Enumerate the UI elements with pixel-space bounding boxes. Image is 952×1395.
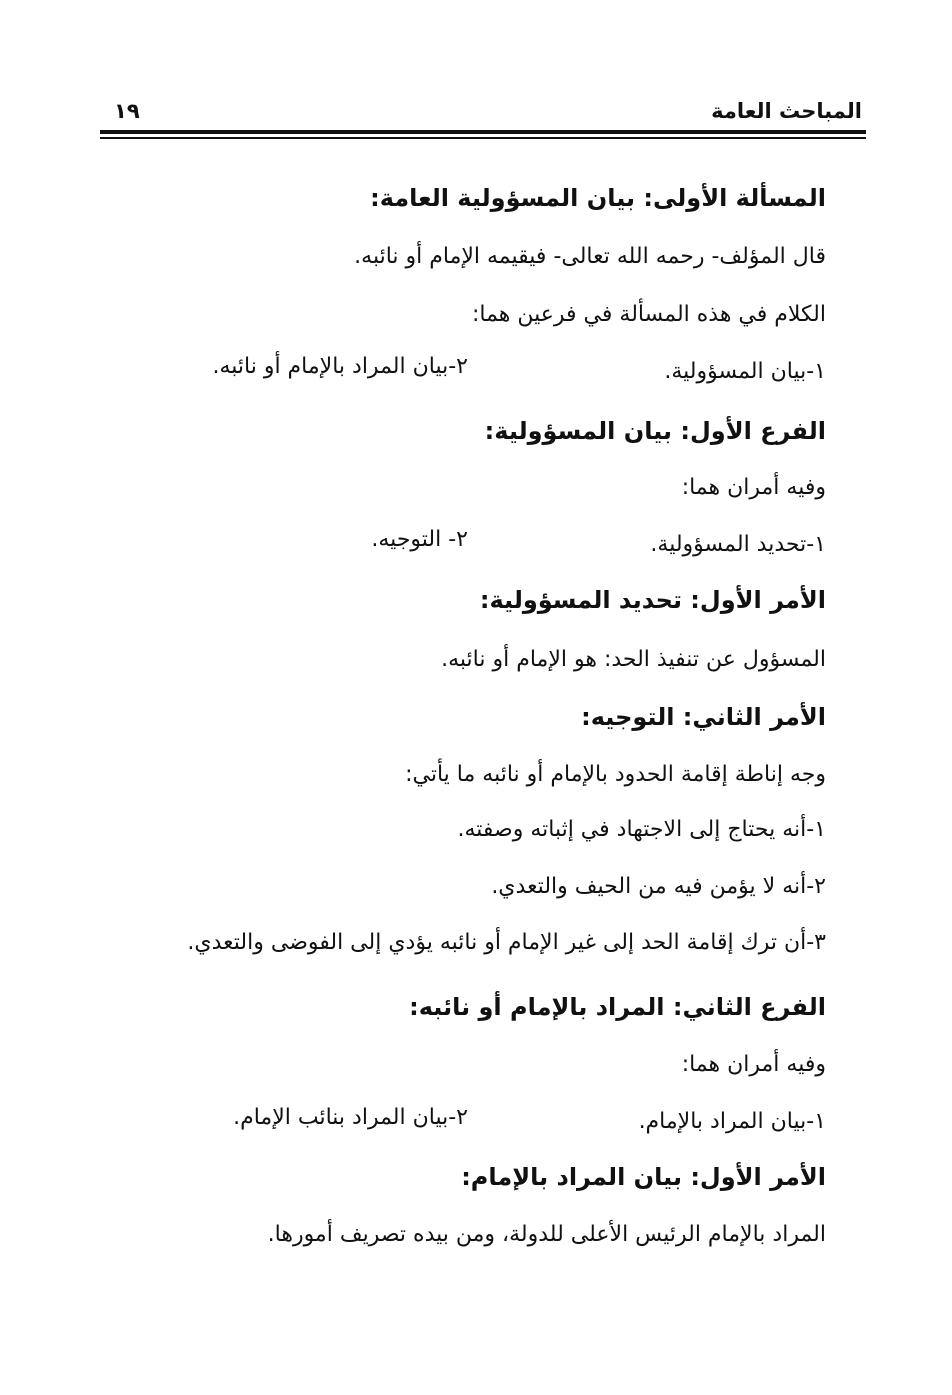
list-2-item-2: ٢- التوجيه.: [371, 527, 468, 552]
header-title: المباحث العامة: [711, 99, 862, 123]
header-rule-thick: [100, 130, 866, 134]
paragraph-5: وجه إناطة إقامة الحدود بالإمام أو نائبه ما يأتي:: [405, 762, 826, 787]
list-3-item-1: ١-بيان المراد بالإمام.: [638, 1109, 826, 1134]
section-heading-3: الأمر الأول: تحديد المسؤولية:: [479, 586, 826, 614]
section-heading-4: الأمر الثاني: التوجيه:: [581, 703, 826, 731]
list-3-item-2: ٢-بيان المراد بنائب الإمام.: [233, 1105, 468, 1130]
list-item-3: ٣-أن ترك إقامة الحد إلى غير الإمام أو نائبه يؤدي إلى الفوضى والتعدي.: [187, 930, 826, 955]
list-2-item-1: ١-تحديد المسؤولية.: [650, 532, 826, 557]
running-header: [100, 95, 866, 135]
section-heading-5: الفرع الثاني: المراد بالإمام أو نائبه:: [409, 993, 826, 1021]
paragraph-2: الكلام في هذه المسألة في فرعين هما:: [471, 302, 826, 327]
section-heading-2: الفرع الأول: بيان المسؤولية:: [484, 417, 826, 445]
paragraph-6: وفيه أمران هما:: [681, 1052, 826, 1077]
section-heading-6: الأمر الأول: بيان المراد بالإمام:: [461, 1163, 826, 1191]
list-item-2: ٢-أنه لا يؤمن فيه من الحيف والتعدي.: [491, 874, 826, 899]
section-heading-1: المسألة الأولى: بيان المسؤولية العامة:: [370, 184, 826, 212]
header-rule-thin: [100, 137, 866, 139]
paragraph-7: المراد بالإمام الرئيس الأعلى للدولة، ومن بيده تصريف أمورها.: [267, 1222, 826, 1247]
page-number: ١٩: [114, 99, 140, 123]
paragraph-1: قال المؤلف- رحمه الله تعالى- فيقيمه الإمام أو نائبه.: [354, 244, 826, 269]
list-1-item-1: ١-بيان المسؤولية.: [664, 359, 826, 384]
paragraph-4: المسؤول عن تنفيذ الحد: هو الإمام أو نائبه.: [441, 647, 826, 672]
list-item-1: ١-أنه يحتاج إلى الاجتهاد في إثباته وصفته.: [457, 817, 826, 842]
list-1-item-2: ٢-بيان المراد بالإمام أو نائبه.: [212, 354, 468, 379]
paragraph-3: وفيه أمران هما:: [681, 475, 826, 500]
